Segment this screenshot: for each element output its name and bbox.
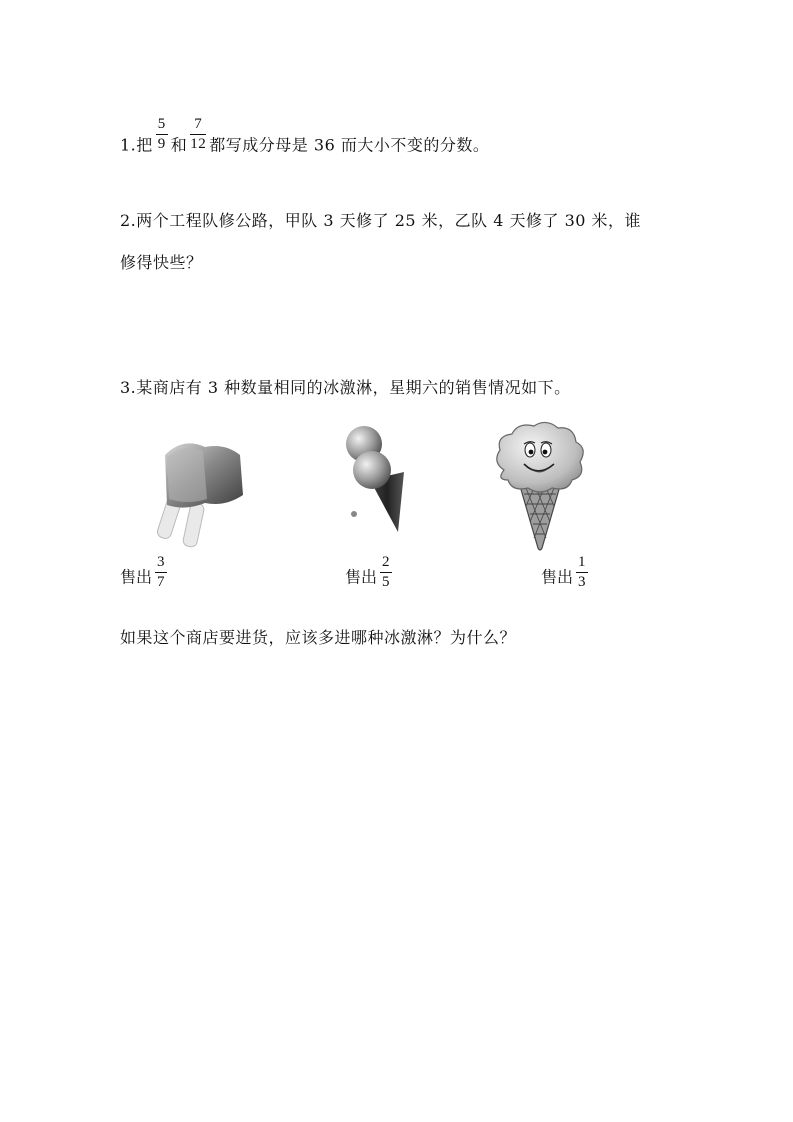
ice-cream-cone-icon — [340, 422, 410, 542]
fraction-7-12: $\frac{7}{12}$ — [190, 116, 207, 152]
q1-prefix: 1.把 — [120, 135, 153, 155]
q1-suffix: 都写成分母是 36 而大小不变的分数。 — [209, 135, 490, 155]
fraction-5-9: $\frac{5}{9}$ — [157, 116, 166, 152]
q1-connector: 和 — [170, 135, 188, 155]
fraction-3-7: $\frac{3}{7}$ — [157, 554, 165, 590]
question-2-line-2: 修得快些？ — [120, 253, 203, 272]
question-3-intro: 3.某商店有 3 种数量相同的冰激淋，星期六的销售情况如下。 — [120, 378, 571, 397]
question-3-prompt: 如果这个商店要进货，应该多进哪种冰激淋？为什么？ — [120, 628, 517, 647]
sold-label-smiling: 售出 $\frac{1}{3}$ — [541, 554, 586, 590]
sold-label-popsicle: 售出 $\frac{3}{7}$ — [120, 554, 165, 590]
question-2-line-1: 2.两个工程队修公路，甲队 3 天修了 25 米，乙队 4 天修了 30 米，谁 — [120, 211, 642, 230]
question-1 — [120, 116, 490, 164]
sold-label-cone: 售出 $\frac{2}{5}$ — [345, 554, 390, 590]
smiling-ice-cream-icon — [490, 418, 590, 553]
fraction-2-5: $\frac{2}{5}$ — [382, 554, 390, 590]
popsicle-icon — [145, 425, 255, 550]
fraction-1-3: $\frac{1}{3}$ — [578, 554, 586, 590]
